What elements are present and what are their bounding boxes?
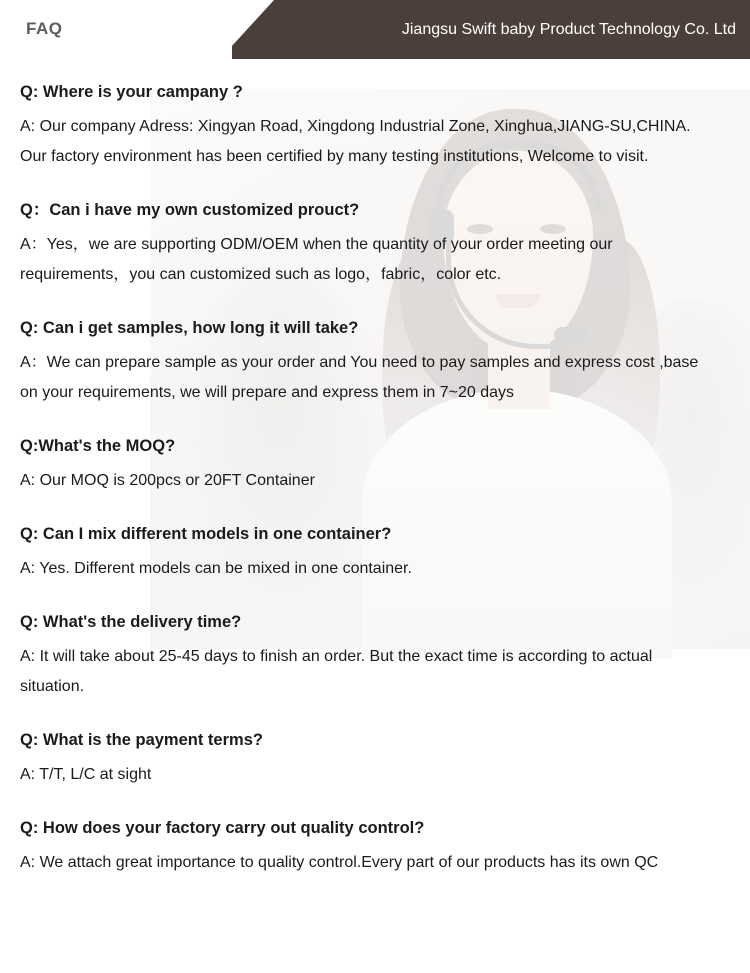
faq-item (20, 199, 730, 290)
faq-answer: A: T/T, L/C at sight (20, 766, 152, 784)
faq-item (20, 729, 730, 790)
faq-item (20, 523, 730, 584)
faq-question: Q: Can i get samples, how long it will take? (20, 319, 359, 338)
faq-item (20, 611, 730, 702)
faq-answer: A: Our MOQ is 200pcs or 20FT Container (20, 472, 315, 490)
faq-question: Q: What's the delivery time? (20, 613, 242, 632)
faq-item (20, 435, 730, 496)
company-title: Jiangsu Swift baby Product Technology Co. Ltd (401, 21, 736, 38)
faq-item (20, 817, 730, 878)
page-header (0, 0, 750, 59)
faq-question: Q：Can i have my own customized prouct? (20, 201, 360, 220)
faq-answer: A: It will take about 25-45 days to finish an order. But the exact time is according to actual situation. (20, 648, 653, 696)
faq-question: Q:What's the MOQ? (20, 437, 176, 456)
faq-question: Q: How does your factory carry out quality control? (20, 819, 425, 838)
faq-item (20, 317, 730, 408)
faq-question: Q: Can I mix different models in one container? (20, 525, 392, 544)
faq-tab (0, 0, 232, 59)
faq-tab-label: FAQ (26, 19, 63, 38)
faq-item (20, 81, 730, 172)
faq-answer: A: We attach great importance to quality control.Every part of our products has its own QC (20, 854, 659, 872)
faq-answer: A：Yes，we are supporting ODM/OEM when the quantity of your order meeting our requirements，you can customized such as logo，fabric，color etc. (20, 236, 613, 284)
faq-question: Q: Where is your campany ? (20, 83, 243, 101)
faq-list (0, 59, 750, 878)
faq-question: Q: What is the payment terms? (20, 731, 263, 750)
faq-answer: A: Yes. Different models can be mixed in one container. (20, 560, 412, 578)
faq-answer: A: Our company Adress: Xingyan Road, Xingdong Industrial Zone, Xinghua,JIANG-SU,CHINA. Our factory environment has been certified by many testing institutions, Welcome to visit. (20, 117, 691, 165)
faq-answer: A：We can prepare sample as your order and You need to pay samples and express cost ,base on your requirements, we will prepare and express them in 7~20 days (20, 354, 699, 402)
